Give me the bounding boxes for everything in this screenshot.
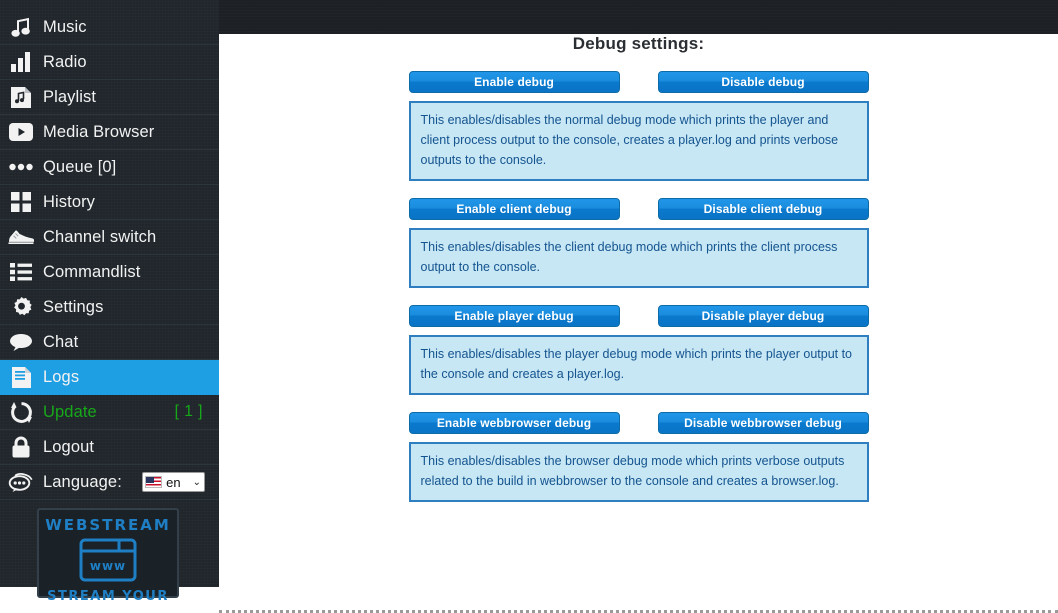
enable-debug-button[interactable]: Enable webbrowser debug <box>409 412 620 434</box>
disable-debug-button[interactable]: Disable client debug <box>658 198 869 220</box>
sidebar-item-label: Queue [0] <box>43 157 117 176</box>
debug-sections <box>409 54 869 502</box>
enable-debug-button[interactable]: Enable client debug <box>409 198 620 220</box>
debug-section <box>409 412 869 502</box>
debug-section <box>409 198 869 288</box>
sidebar-item-label: Playlist <box>43 87 97 106</box>
description-box: This enables/disables the normal debug mode which prints the player and client process output to the console, creates a player.log and prints verbose outputs to the console. <box>409 101 869 181</box>
webstream-logo <box>37 508 179 604</box>
sidebar-item-label: Commandlist <box>43 262 141 281</box>
sidebar-item-logs[interactable] <box>0 360 219 395</box>
refresh-icon <box>8 400 34 424</box>
speech-bubble-icon <box>8 330 34 354</box>
lock-icon <box>8 435 34 459</box>
button-row <box>409 412 869 434</box>
sidebar-item-label: Channel switch <box>43 227 157 246</box>
sidebar-nav <box>0 0 219 500</box>
button-row <box>409 71 869 93</box>
sidebar-language-row <box>0 465 219 500</box>
button-row <box>409 198 869 220</box>
debug-section <box>409 305 869 395</box>
logo-subtitle: STREAM YOUR <box>47 589 169 604</box>
document-icon <box>8 365 34 389</box>
video-play-icon <box>8 120 34 144</box>
sidebar-item-settings[interactable] <box>0 290 219 325</box>
music-note-icon <box>8 15 34 39</box>
description-box: This enables/disables the player debug mode which prints the player output to the console and creates a player.log. <box>409 335 869 395</box>
gear-icon <box>8 295 34 319</box>
sidebar-item-label: Music <box>43 17 87 36</box>
sidebar-item-label: Chat <box>43 332 79 351</box>
button-row <box>409 305 869 327</box>
sidebar-item-music[interactable] <box>0 10 219 45</box>
sidebar-item-label: Update <box>43 402 97 421</box>
logo-title: WEBSTREAM <box>45 516 171 534</box>
sidebar-item-label: Logs <box>43 367 80 386</box>
sidebar-item-label: Media Browser <box>43 122 155 141</box>
disable-debug-button[interactable]: Disable webbrowser debug <box>658 412 869 434</box>
bar-chart-icon <box>8 50 34 74</box>
list-icon <box>8 260 34 284</box>
sidebar-item-update[interactable] <box>0 395 219 430</box>
sidebar-item-chat[interactable] <box>0 325 219 360</box>
content-panel <box>219 34 1058 613</box>
sidebar-item-label: Radio <box>43 52 87 71</box>
three-dots-icon <box>8 155 34 179</box>
playlist-icon <box>8 85 34 109</box>
language-value: en <box>166 474 181 490</box>
sidebar-item-logout[interactable] <box>0 430 219 465</box>
disable-debug-button[interactable]: Disable debug <box>658 71 869 93</box>
page-title: Debug settings: <box>572 34 705 53</box>
sneaker-icon <box>8 225 34 249</box>
grid-squares-icon <box>8 190 34 214</box>
us-flag-icon <box>145 476 162 488</box>
chat-dots-icon <box>8 470 34 494</box>
enable-debug-button[interactable]: Enable player debug <box>409 305 620 327</box>
sidebar <box>0 0 219 604</box>
description-box: This enables/disables the client debug mode which prints the client process output to the console. <box>409 228 869 288</box>
chevron-down-icon: ⌄ <box>192 476 201 488</box>
sidebar-item-label: History <box>43 192 96 211</box>
language-label: Language: <box>43 472 122 491</box>
update-count-badge: [ 1 ] <box>174 403 203 420</box>
sidebar-item-queue-0[interactable] <box>0 150 219 185</box>
sidebar-item-label: Logout <box>43 437 95 456</box>
sidebar-item-radio[interactable] <box>0 45 219 80</box>
language-select[interactable] <box>142 472 205 492</box>
sidebar-item-channel-switch[interactable] <box>0 220 219 255</box>
sidebar-item-label: Settings <box>43 297 104 316</box>
browser-window-icon <box>79 538 137 587</box>
description-box: This enables/disables the browser debug mode which prints verbose outputs related to the build in webbrowser to the console and creates a browser.log. <box>409 442 869 502</box>
sidebar-item-commandlist[interactable] <box>0 255 219 290</box>
main-area <box>219 0 1058 587</box>
sidebar-item-history[interactable] <box>0 185 219 220</box>
svg-text:www: www <box>89 559 127 573</box>
enable-debug-button[interactable]: Enable debug <box>409 71 620 93</box>
debug-section <box>409 71 869 181</box>
disable-debug-button[interactable]: Disable player debug <box>658 305 869 327</box>
sidebar-item-media-browser[interactable] <box>0 115 219 150</box>
sidebar-item-playlist[interactable] <box>0 80 219 115</box>
